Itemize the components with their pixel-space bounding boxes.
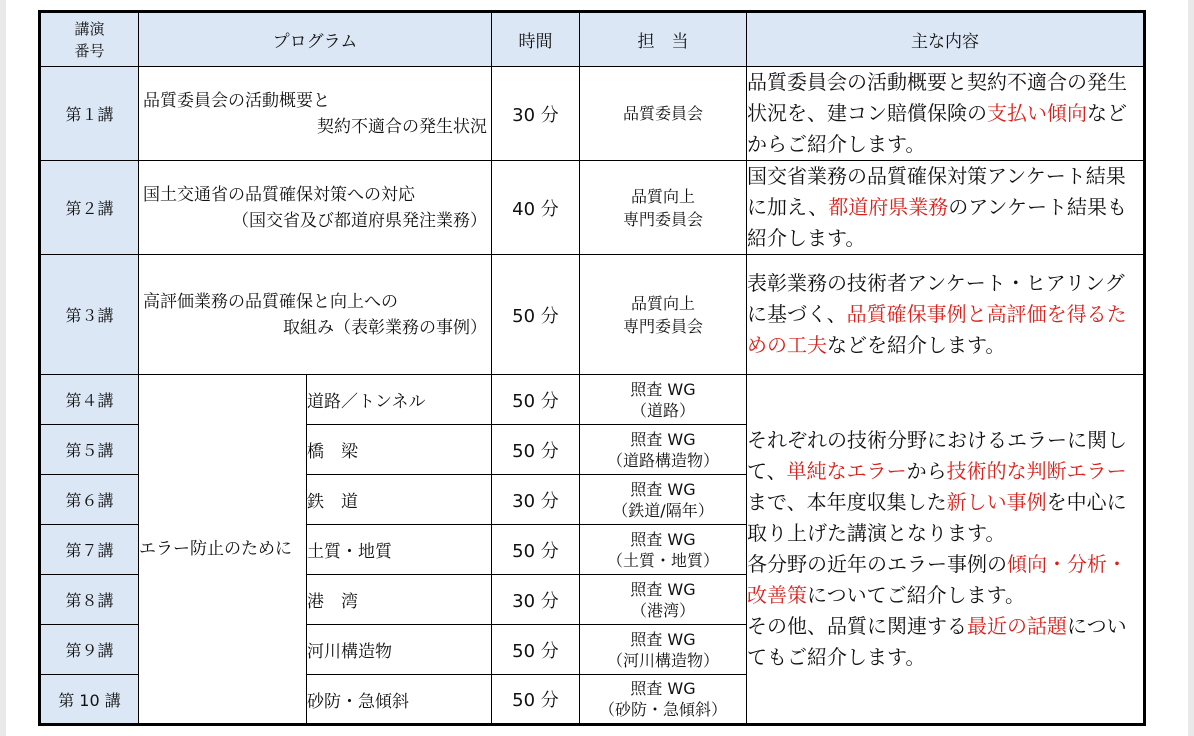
lecture-time: 50 分 (492, 625, 580, 675)
header-owner: 担 当 (580, 12, 747, 67)
lecture-number: 第９講 (40, 625, 139, 675)
lecture-owner: 照査 WG （砂防・急傾斜） (580, 675, 747, 725)
lecture-owner: 照査 WG （道路構造物） (580, 425, 747, 475)
lecture-time: 30 分 (492, 475, 580, 525)
lecture-field: 土質・地質 (307, 525, 492, 575)
table-row (40, 375, 1145, 425)
lecture-number: 第１講 (40, 67, 139, 161)
lecture-field: 道路／トンネル (307, 375, 492, 425)
table-row (40, 255, 1145, 375)
lecture-description: 品質委員会の活動概要と契約不適合の発生状況を、建コン賠償保険の支払い傾向などからご紹介します。 (747, 67, 1145, 161)
lecture-owner: 品質委員会 (580, 67, 747, 161)
lecture-owner: 照査 WG （鉄道/隔年） (580, 475, 747, 525)
program-title: 国土交通省の品質確保対策への対応 （国交省及び都道府県発注業務） (139, 161, 492, 255)
lecture-time: 30 分 (492, 575, 580, 625)
lecture-number: 第２講 (40, 161, 139, 255)
page-edge-left (0, 0, 6, 736)
lecture-number: 第６講 (40, 475, 139, 525)
table-row (40, 161, 1145, 255)
lecture-number: 第８講 (40, 575, 139, 625)
header-content: 主な内容 (747, 12, 1145, 67)
error-category: エラー防止のために (139, 375, 307, 725)
lecture-field: 港 湾 (307, 575, 492, 625)
lecture-owner: 照査 WG （河川構造物） (580, 625, 747, 675)
lecture-owner: 照査 WG （港湾） (580, 575, 747, 625)
header-program: プログラム (139, 12, 492, 67)
lecture-time: 30 分 (492, 67, 580, 161)
header-lecture-number: 講演 番号 (40, 12, 139, 67)
lecture-owner: 品質向上 専門委員会 (580, 161, 747, 255)
error-group-description: それぞれの技術分野におけるエラーに関して、単純なエラーから技術的な判断エラーまで、本年度収集した新しい事例を中心に取り上げた講演となります。 各分野の近年のエラー事例の傾向・分析・改善策についてご紹介します。 その他、品質に関連する最近の話題についてもご紹介します。 (747, 375, 1145, 725)
lecture-owner: 照査 WG （道路） (580, 375, 747, 425)
lecture-field: 砂防・急傾斜 (307, 675, 492, 725)
lecture-time: 40 分 (492, 161, 580, 255)
lecture-schedule-table (38, 10, 1146, 726)
lecture-number: 第５講 (40, 425, 139, 475)
lecture-number: 第３講 (40, 255, 139, 375)
lecture-field: 橋 梁 (307, 425, 492, 475)
lecture-number: 第７講 (40, 525, 139, 575)
lecture-owner: 照査 WG （土質・地質） (580, 525, 747, 575)
program-title: 高評価業務の品質確保と向上への 取組み（表彰業務の事例） (139, 255, 492, 375)
header-time: 時間 (492, 12, 580, 67)
lecture-time: 50 分 (492, 425, 580, 475)
lecture-field: 河川構造物 (307, 625, 492, 675)
lecture-time: 50 分 (492, 675, 580, 725)
lecture-number: 第４講 (40, 375, 139, 425)
lecture-owner: 品質向上 専門委員会 (580, 255, 747, 375)
lecture-field: 鉄 道 (307, 475, 492, 525)
header-row (40, 12, 1145, 67)
table-row (40, 67, 1145, 161)
lecture-number: 第 10 講 (40, 675, 139, 725)
lecture-time: 50 分 (492, 525, 580, 575)
lecture-time: 50 分 (492, 255, 580, 375)
program-title: 品質委員会の活動概要と 契約不適合の発生状況 (139, 67, 492, 161)
lecture-time: 50 分 (492, 375, 580, 425)
lecture-description: 国交省業務の品質確保対策アンケート結果に加え、都道府県業務のアンケート結果も紹介します。 (747, 161, 1145, 255)
lecture-description: 表彰業務の技術者アンケート・ヒアリングに基づく、品質確保事例と高評価を得るための工夫などを紹介します。 (747, 255, 1145, 375)
page-edge-right (1188, 0, 1194, 736)
